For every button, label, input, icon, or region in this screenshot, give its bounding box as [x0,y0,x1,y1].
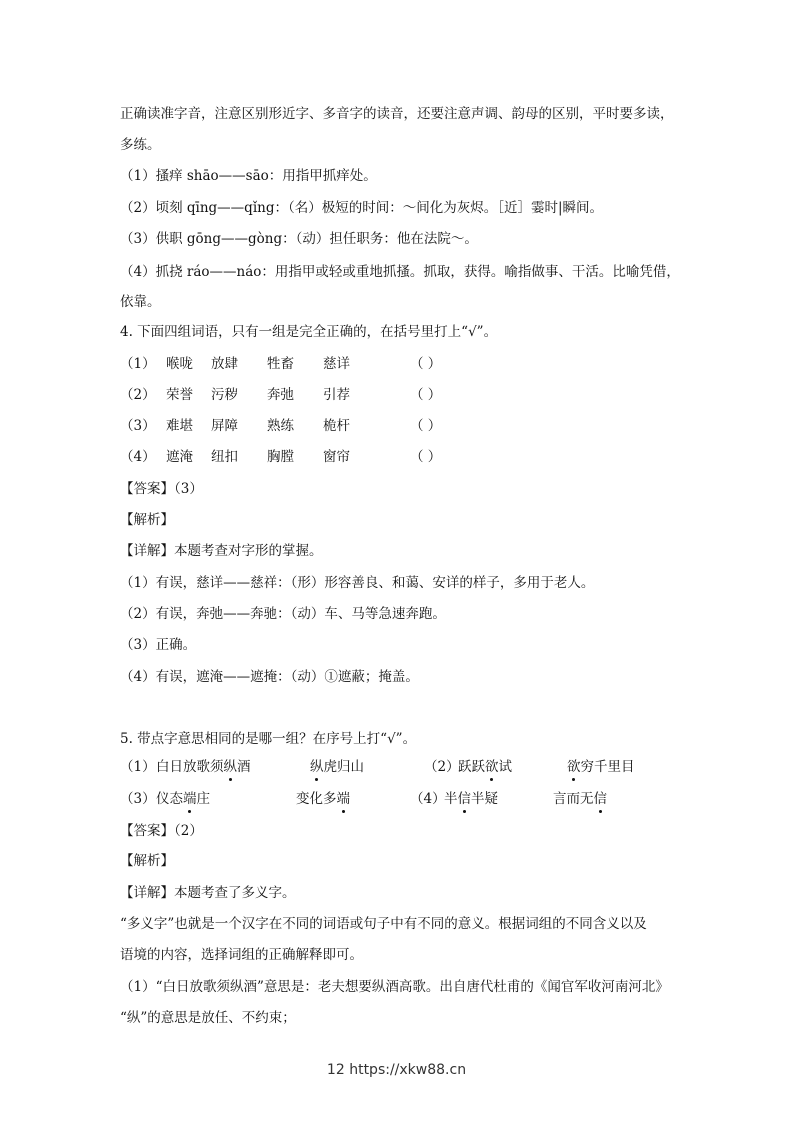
word-1: 难堪 [166,418,193,434]
option-number-3: （3） [120,791,156,807]
phrase-4b: 言而无信 [553,791,607,807]
row-number: （2） [120,387,156,403]
word-4: 引荐 [323,387,350,403]
intro-item-4: （4）抓挠 ráo——náo：用指甲或轻或重地抓搔。抓取，获得。喻指做事、干活。比喻凭借， [120,264,680,280]
question-5-analysis-heading: 【解析】 [120,853,174,869]
word-4: 桅杆 [323,418,350,434]
phrase-1a: 白日放歌须纵酒 [156,759,251,775]
dotted-char: 欲 [567,759,581,775]
phrase-3b: 变化多端 [296,791,350,807]
question-5-paragraph-1-line-1: “多义字”也就是一个汉字在不同的词语或句子中有不同的意义。根据词组的不同含义以及 [120,916,647,932]
intro-text-line-1: 正确读准字音，注意区别形近字、多音字的读音，还要注意声调、韵母的区别，平时要多读， [120,106,674,122]
answer-blank: （ ） [410,418,442,434]
option-number-4: （4） [410,791,446,807]
footer-url[interactable]: https://xkw88.cn [349,1062,467,1078]
word-1: 荣誉 [166,387,193,403]
question-4-explanation-1: （1）有误，慈详——慈祥：（形）形容善良、和蔼、安详的样子，多用于老人。 [120,575,595,591]
option-number-1: （1） [120,759,156,775]
word-2: 纽扣 [211,449,238,465]
question-5-paragraph-2-line-2: “纵”的意思是放任、不约束； [120,1010,296,1026]
question-4-explanation-3: （3）正确。 [120,637,197,653]
question-4-explanation-2: （2）有误，奔弛——奔驰：（动）车、马等急速奔跑。 [120,606,446,622]
intro-item-2: （2）顷刻 qīng——qǐng：（名）极短的时间：～间化为灰烬。［近］霎时|瞬间。 [120,200,604,216]
intro-item-1: （1）搔痒 shāo——sāo：用指甲抓痒处。 [120,168,377,184]
option-number-2: （2） [424,759,460,775]
word-1: 遮淹 [166,449,193,465]
word-3: 奔弛 [267,387,294,403]
phrase-4a: 半信半疑 [444,791,498,807]
answer-blank: （ ） [410,387,442,403]
question-4-answer: 【答案】（3） [120,481,203,497]
dotted-char: 端 [183,791,197,807]
word-3: 熟练 [267,418,294,434]
dotted-char: 端 [336,791,350,807]
question-5-detail: 【详解】本题考查了多义字。 [120,885,296,901]
question-5-answer: 【答案】（2） [120,823,203,839]
answer-blank: （ ） [410,449,442,465]
dotted-char: 信 [593,791,607,807]
page-number: 12 [326,1062,345,1078]
row-number: （1） [120,356,156,372]
question-4-title: 4. 下面四组词语，只有一组是完全正确的，在括号里打上“√”。 [120,324,498,340]
question-5-paragraph-2-line-1: （1）“白日放歌须纵酒”意思是：老夫想要纵酒高歌。出自唐代杜甫的《闻官军收河南河北》 [120,979,669,995]
word-1: 喉咙 [166,356,193,372]
intro-item-4-continued: 依靠。 [120,294,161,310]
question-5-title: 5. 带点字意思相同的是哪一组？在序号上打“√”。 [120,731,417,747]
word-3: 牲畜 [267,356,294,372]
dotted-char: 纵 [310,759,324,775]
row-number: （4） [120,449,156,465]
question-4-explanation-4: （4）有误，遮淹——遮掩：（动）①遮蔽；掩盖。 [120,669,419,685]
dotted-char: 欲 [485,759,499,775]
word-2: 污秽 [211,387,238,403]
phrase-3a: 仪态端庄 [156,791,210,807]
word-4: 窗帘 [323,449,350,465]
dotted-char: 信 [457,791,471,807]
page-footer [0,1062,793,1078]
intro-item-3: （3）供职 gōng——gòng：（动）担任职务：他在法院～。 [120,231,478,247]
phrase-2a: 跃跃欲试 [458,759,512,775]
word-2: 放肆 [211,356,238,372]
question-4-detail: 【详解】本题考查对字形的掌握。 [120,543,323,559]
question-4-analysis-heading: 【解析】 [120,512,174,528]
phrase-2b: 欲穷千里目 [567,759,635,775]
word-3: 胸膛 [267,449,294,465]
answer-blank: （ ） [410,356,442,372]
word-2: 屏障 [211,418,238,434]
intro-text-line-2: 多练。 [120,137,161,153]
phrase-1b: 纵虎归山 [310,759,364,775]
question-5-paragraph-1-line-2: 语境的内容，选择词组的正确解释即可。 [120,947,363,963]
dotted-char: 纵 [223,759,237,775]
word-4: 慈详 [323,356,350,372]
row-number: （3） [120,418,156,434]
